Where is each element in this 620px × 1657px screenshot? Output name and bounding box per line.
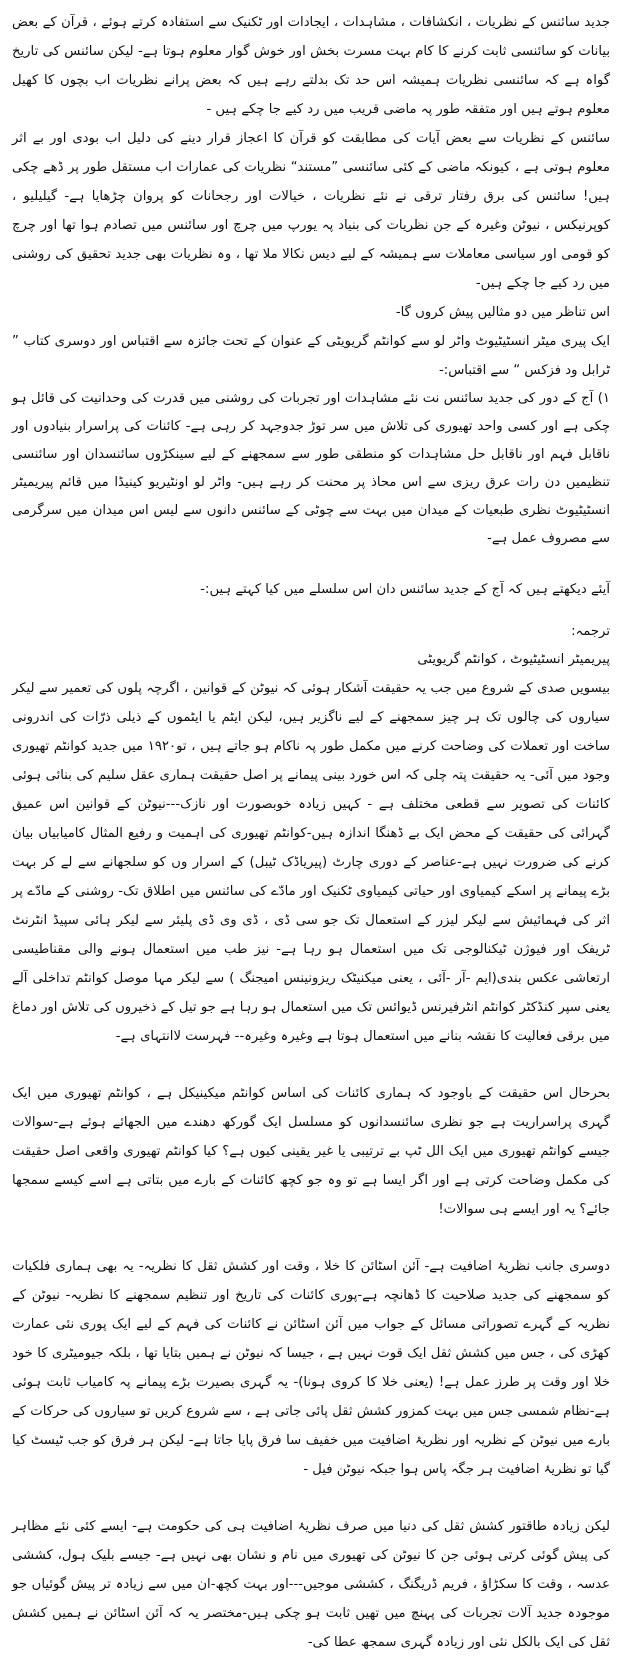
intro-paragraph-4: ایک پیری میٹر انسٹیٹیوٹ واٹر لو سے کوانٹم گریویٹی کے عنوان کے تحت جائزہ سے اقتباس اور دوسری کتاب ” ٹرابل ود فزکس “ سے اقتباس:- xyxy=(12,334,610,378)
body-paragraph-3: دوسری جانب نظریۂ اضافیت ہے- آئن اسٹائن کا خلا ، وقت اور کشش ثقل کا نظریہ- یہ بھی ہماری فلکیات کو سمجھنے کی جدید صلاحیت کا ڈھانچہ ہے-پوری کائنات کی تاریخ اور تنظیم سمجھنے کا نظریہ- نیوٹن کے نظریہ کے گہرے تصوراتی مسائل کے جواب میں آئن اسٹائن نے کائنات کی فہم کے لیے ایک پوری نئی عمارت کھڑی کی ، جس میں کشش ثقل ایک قوت نہیں ہے ، جیسا کہ نیوٹن نے ہمیں بتایا تھا ، بلکہ جیومیٹری کا خود خلا اور وقت پر طرز عمل ہے! (یعنی خلا کا کروی ہونا)- یہ گہری بصیرت بڑے پیمانے پہ کامیاب ثابت ہوئی ہے-نظام شمسی جس میں بہت کمزور کشش ثقل پائی جاتی ہے ، سے شروع کریں تو سیاروں کی حرکات کے بارے میں نیوٹن کے نظریہ اور نظریۂ اضافیت میں خفیف سا فرق پایا جاتا ہے- لیکن ہر فرق کو جب ٹیسٹ کیا گیا تو نظریۂ اضافیت ہر جگہ پاس ہوا جبکہ نیوٹن فیل - xyxy=(12,1259,610,1477)
spacer xyxy=(12,1051,610,1079)
body-paragraph-2: بحرحال اس حقیقت کے باوجود کہ ہماری کائنات کی اساس کوانٹم میکینیکل ہے ، کوانٹم تھیوری میں ایک گہری پراسراریت ہے جو نظری سائنسدانوں کو مسلسل ایک گورکھ دھندے میں الجھائے ہوئے ہے-سوالات جیسے کوانٹم تھیوری میں ایک الل ٹپ بے ترتیبی یا غیر یقینی کیوں ہے؟ کیا کوانٹم تھیوری واقعی اصل حقیقت کی مکمل وضاحت کرتی ہے اور اگر ایسا ہے تو وہ جو کچھ کائنات کے بارے میں بتاتی ہے اسے کیسے سمجھا جائے؟ یہ اور ایسے ہی سوالات! xyxy=(12,1086,610,1217)
spacer xyxy=(12,553,610,575)
body-paragraph-1: بیسویں صدی کے شروع میں جب یہ حقیقت آشکار ہوئی کہ نیوٹن کے قوانین ، اگرچہ پلوں کی تعمیر سے لیکر سیاروں کی چالوں تک ہر چیز سمجھنے کے لیے ناگزیر ہیں، لیکن ایٹم یا ایٹموں کے ذیلی ذرّات کی اندرونی ساخت اور تعملات کی وضاحت کرنے میں مکمل طور پہ ناکام ہو جاتے ہیں ، تو۱۹۲۰ میں جدید کوانٹم تھیوری وجود میں آئی- یہ حقیقت پتہ چلی کہ اس خورد بینی پیمانے پر اصل حقیقت ہماری عقل سلیم کی بنائی ہوئی کائنات کی تصویر سے قطعی مختلف ہے - کہیں زیادہ خوبصورت اور نازک---نیوٹن کے قوانین اس عمیق گہرائی کی حقیقت کے محض ایک بے ڈھنگا اندازہ ہیں-کوانٹم تھیوری کی اہمیت و رفیع المثال کامیابیاں بیان کرنے کی ضرورت نہیں ہے-عناصر کے دوری چارٹ (پیریاڈک ٹیبل) کے اسرار وں کو سلجھانے سے لے کر بہت بڑے پیمانے پر اسکے کیمیاوی اور حیاتی کیمیاوی ٹکنیک اور مادّے کی سائنس میں اطلاق تک- روشنی کے مادّے پر اثر کی فہمائیش سے لیکر لیزر کے استعمال تک جو سی ڈی ، ڈی وی ڈی پلیئر سے لیکر ہائی سپیڈ انٹرنٹ ٹریفک اور فیوژن ٹیکنالوجی تک میں استعمال ہو رہا ہے- نیز طب میں استعمال ہونے والی مقناطیسی ارتعاشی عکس بندی(ایم -آر -آئی ، یعنی میکنیٹک ریزونینس امیجنگ ) سے لیکر مہا موصل کوانٹم تداخلی آلے یعنی سپر کنڈکٹر کوانٹم انٹرفیرنس ڈیوائس تک میں استعمال ہو رہا ہے جو تیل کے ذخیروں کی تلاش اور دماغ میں برقی فعالیت کا نقشہ بنانے میں استعمال ہوتا ہے وغیرہ وغیرہ-- فہرست لاانتہای ہے- xyxy=(12,681,610,1044)
quote-paragraph: ۱) آج کے دور کی جدید سائنس نت نئے مشاہدات اور تجربات کی روشنی میں قدرت کی وحدانیت کی قائل ہو چکی ہے اور کسی واحد تھیوری کی تلاش میں سر توڑ جدوجہد کر رہی ہے- کائنات کی پراسرار بنیادوں اور ناقابل فہم اور ناقابل حل مشاہدات کو منطقی طور سے سمجھنے کے لیے سینکڑوں سائنسدان اور سائنسی تنظیمیں دن رات عرق ریزی سے اس محاذ پر محنت کر رہے ہیں- واٹر لو اونٹیریو کینیڈا میں قائم پیریمیٹر انسٹیٹیوٹ نظری طبعیات کے میدان میں بہت سے چوٹی کے سائنس دانوں سے لیس اس میدان میں سرگرمی سے مصروف عمل ہے- xyxy=(12,391,610,546)
intro-paragraph-3: اس تناظر میں دو مثالیں پیش کروں گا- xyxy=(395,305,610,320)
spacer xyxy=(12,1224,610,1252)
spacer xyxy=(12,604,610,618)
translation-label: ترجمہ: xyxy=(571,624,610,639)
intro-paragraph-1: جدید سائنس کے نظریات ، انکشافات ، مشاہدات ، ایجادات اور ٹکنیک سے استفادہ کرتے ہوئے ، قرآن کے بعض بیانات کو سائنسی ثابت کرنے کا کام بہت مسرت بخش اور خوش گوار معلوم ہوتا ہے- لیکن سائنس کی تاریخ گواہ ہے کہ سائنسی نظریات ہمیشہ اس حد تک بدلتے رہے ہیں کہ بعض پرانے نظریات اب بچوں کا کھیل معلوم ہوتے ہیں اور متفقہ طور پہ ماضی قریب میں رد کیے جا چکے ہیں - xyxy=(12,15,610,117)
intro-paragraph-2: سائنس کے نظریات سے بعض آیات کی مطابقت کو قرآن کا اعجاز قرار دینے کی دلیل اب بودی اور بے اثر معلوم ہوتی ہے ، کیونکہ ماضی کے کئی سائنسی ”مستند“ نظریات کی عمارات اب مستقل طور پر ڈھے چکی ہیں! سائنس کی برق رفتار ترقی نے نئے نظریات ، خیالات اور رجحانات کو پروان چڑھایا ہے- گیلیلیو ، کوپرنیکس ، نیوٹن وغیرہ کے جن نظریات کی بنیاد پہ یورپ میں چرچ اور سائنس میں تصادم ہوا تھا اور چرچ کو قومی اور سیاسی معاملات سے ہمیشہ کے لیے دیس نکالا ملا تھا ، وہ نظریات بھی جدید تحقیق کی روشنی میں رد کیے جا چکے ہیں- xyxy=(12,131,610,291)
body-paragraph-4: لیکن زیادہ طاقتور کشش ثقل کی دنیا میں صرف نظریۂ اضافیت ہی کی حکومت ہے- ایسے کئی نئے مظاہر کی پیش گوئی کرتی ہوئی جن کا نیوٹن کی تھیوری میں نام و نشان بھی نہیں ہے- جیسے بلیک ہول، کششی عدسہ ، وقت کا سکڑاؤ ، فریم ڈریگنگ ، کششی موجیں---اور بہت کچھ-ان میں سے زیادہ تر پیش گوئیاں جو موجودہ جدید آلات تجربات کی پہنچ میں تھیں ثابت ہو چکی ہیں-مختصر یہ کہ آئن اسٹائن نے ہمیں کشش ثقل کی ایک بالکل نئی اور زیادہ گہری سمجھ عطا کی- xyxy=(12,1519,610,1650)
spacer xyxy=(12,1484,610,1512)
source-heading: پیریمیٹر انسٹیٹیوٹ ، کوانٹم گریویٹی xyxy=(417,652,610,667)
invite-line: آیئے دیکھتے ہیں کہ آج کے جدید سائنس دان اس سلسلے میں کیا کہتے ہیں:- xyxy=(200,582,610,597)
